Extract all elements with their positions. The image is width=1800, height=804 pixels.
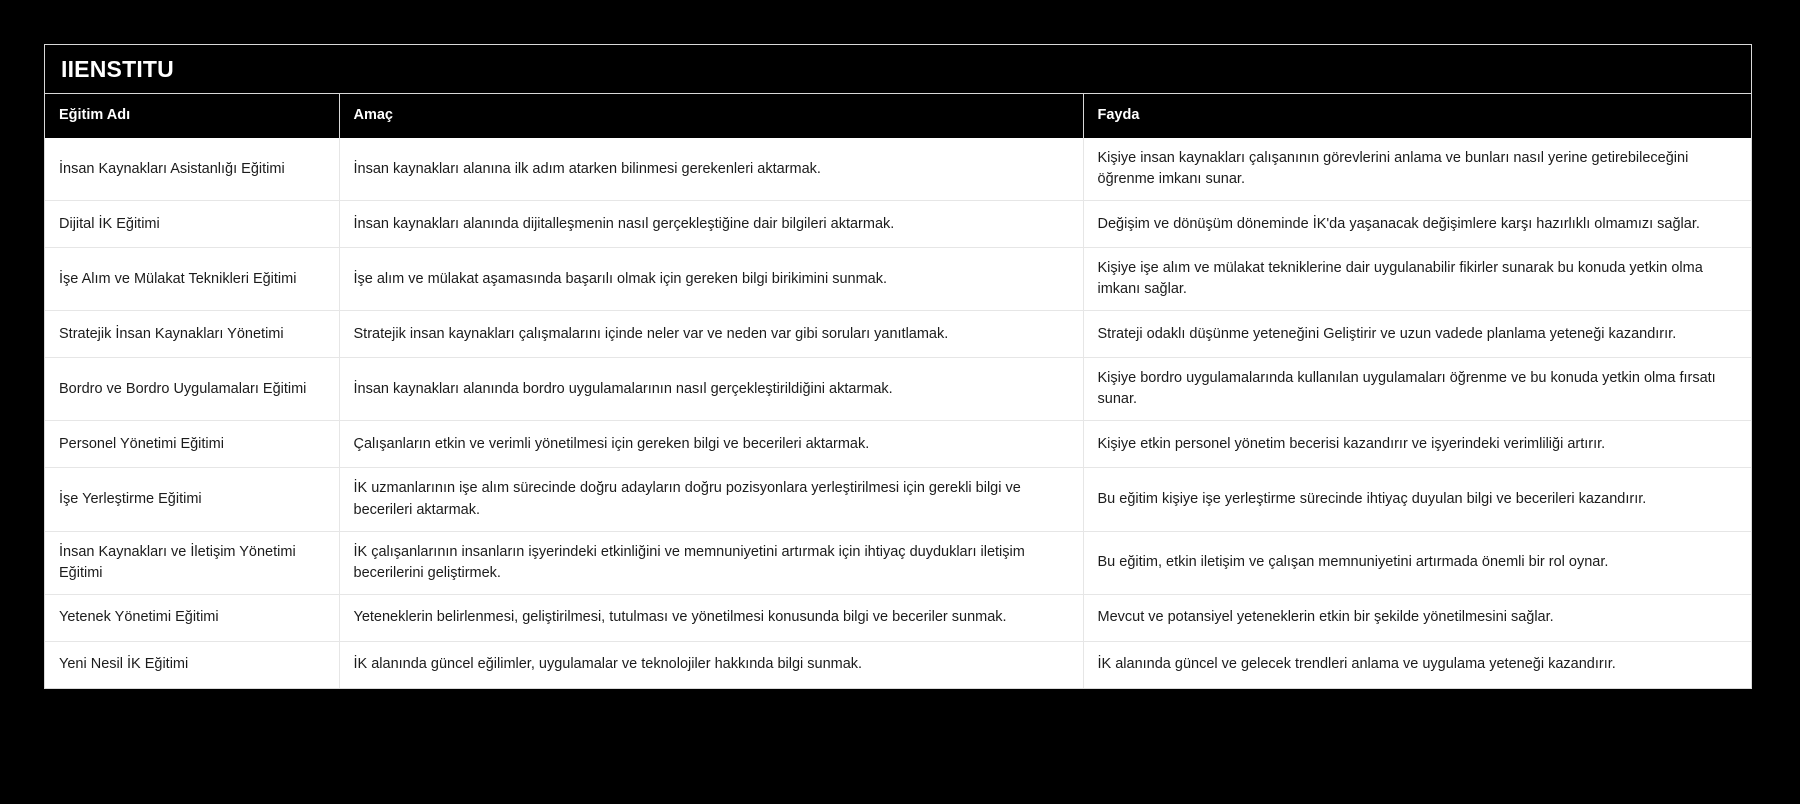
table-header bbox=[45, 94, 1751, 138]
cell-training-name: Stratejik İnsan Kaynakları Yönetimi bbox=[45, 311, 339, 358]
table-header-row bbox=[45, 94, 1751, 138]
cell-training-benefit: Kişiye insan kaynakları çalışanının görevlerini anlama ve bunları nasıl yerine getirebileceğini öğrenme imkanı sunar. bbox=[1083, 138, 1751, 201]
cell-training-benefit: Kişiye bordro uygulamalarında kullanılan uygulamaları öğrenme ve bu konuda yetkin olma fırsatı sunar. bbox=[1083, 358, 1751, 421]
training-catalog-card bbox=[44, 44, 1752, 689]
cell-training-purpose: Çalışanların etkin ve verimli yönetilmesi için gereken bilgi ve becerileri aktarmak. bbox=[339, 421, 1083, 468]
table-row bbox=[45, 248, 1751, 311]
cell-training-benefit: Bu eğitim, etkin iletişim ve çalışan memnuniyetini artırmada önemli bir rol oynar. bbox=[1083, 531, 1751, 594]
cell-training-purpose: İnsan kaynakları alanında dijitalleşmenin nasıl gerçekleştiğine dair bilgileri aktarmak. bbox=[339, 201, 1083, 248]
table-row bbox=[45, 641, 1751, 688]
brand-title: IIENSTITU bbox=[61, 55, 174, 82]
table-row bbox=[45, 594, 1751, 641]
cell-training-name: Dijital İK Eğitimi bbox=[45, 201, 339, 248]
cell-training-benefit: Kişiye işe alım ve mülakat tekniklerine dair uygulanabilir fikirler sunarak bu konuda yetkin olma imkanı sağlar. bbox=[1083, 248, 1751, 311]
cell-training-benefit: Mevcut ve potansiyel yeteneklerin etkin bir şekilde yönetilmesini sağlar. bbox=[1083, 594, 1751, 641]
table-body bbox=[45, 138, 1751, 688]
table-row bbox=[45, 421, 1751, 468]
cell-training-purpose: İnsan kaynakları alanına ilk adım atarken bilinmesi gerekenleri aktarmak. bbox=[339, 138, 1083, 201]
cell-training-name: Bordro ve Bordro Uygulamaları Eğitimi bbox=[45, 358, 339, 421]
column-header-egitim-adi: Eğitim Adı bbox=[45, 94, 339, 138]
cell-training-name: Personel Yönetimi Eğitimi bbox=[45, 421, 339, 468]
cell-training-purpose: İK uzmanlarının işe alım sürecinde doğru adayların doğru pozisyonlara yerleştirilmesi için gerekli bilgi ve becerileri aktarmak. bbox=[339, 468, 1083, 531]
table-row bbox=[45, 201, 1751, 248]
training-catalog-table bbox=[45, 94, 1751, 688]
cell-training-name: Yetenek Yönetimi Eğitimi bbox=[45, 594, 339, 641]
cell-training-benefit: Bu eğitim kişiye işe yerleştirme sürecinde ihtiyaç duyulan bilgi ve becerileri kazandırır. bbox=[1083, 468, 1751, 531]
cell-training-name: İnsan Kaynakları ve İletişim Yönetimi Eğitimi bbox=[45, 531, 339, 594]
table-row bbox=[45, 531, 1751, 594]
column-header-amac: Amaç bbox=[339, 94, 1083, 138]
cell-training-purpose: İK çalışanlarının insanların işyerindeki etkinliğini ve memnuniyetini artırmak için ihtiyaç duydukları iletişim becerilerini geliştirmek. bbox=[339, 531, 1083, 594]
cell-training-purpose: Stratejik insan kaynakları çalışmalarını içinde neler var ve neden var gibi soruları yanıtlamak. bbox=[339, 311, 1083, 358]
cell-training-name: İşe Yerleştirme Eğitimi bbox=[45, 468, 339, 531]
cell-training-benefit: Strateji odaklı düşünme yeteneğini Geliştirir ve uzun vadede planlama yeteneği kazandırır. bbox=[1083, 311, 1751, 358]
cell-training-benefit: İK alanında güncel ve gelecek trendleri anlama ve uygulama yeteneği kazandırır. bbox=[1083, 641, 1751, 688]
cell-training-purpose: İşe alım ve mülakat aşamasında başarılı olmak için gereken bilgi birikimini sunmak. bbox=[339, 248, 1083, 311]
cell-training-purpose: İnsan kaynakları alanında bordro uygulamalarının nasıl gerçekleştirildiğini aktarmak. bbox=[339, 358, 1083, 421]
table-row bbox=[45, 138, 1751, 201]
cell-training-benefit: Değişim ve dönüşüm döneminde İK'da yaşanacak değişimlere karşı hazırlıklı olmamızı sağlar. bbox=[1083, 201, 1751, 248]
table-row bbox=[45, 311, 1751, 358]
brand-header bbox=[45, 45, 1751, 94]
cell-training-benefit: Kişiye etkin personel yönetim becerisi kazandırır ve işyerindeki verimliliği artırır. bbox=[1083, 421, 1751, 468]
table-row bbox=[45, 358, 1751, 421]
cell-training-name: İşe Alım ve Mülakat Teknikleri Eğitimi bbox=[45, 248, 339, 311]
cell-training-name: Yeni Nesil İK Eğitimi bbox=[45, 641, 339, 688]
column-header-fayda: Fayda bbox=[1083, 94, 1751, 138]
cell-training-purpose: Yeteneklerin belirlenmesi, geliştirilmesi, tutulması ve yönetilmesi konusunda bilgi ve beceriler sunmak. bbox=[339, 594, 1083, 641]
cell-training-purpose: İK alanında güncel eğilimler, uygulamalar ve teknolojiler hakkında bilgi sunmak. bbox=[339, 641, 1083, 688]
cell-training-name: İnsan Kaynakları Asistanlığı Eğitimi bbox=[45, 138, 339, 201]
table-row bbox=[45, 468, 1751, 531]
